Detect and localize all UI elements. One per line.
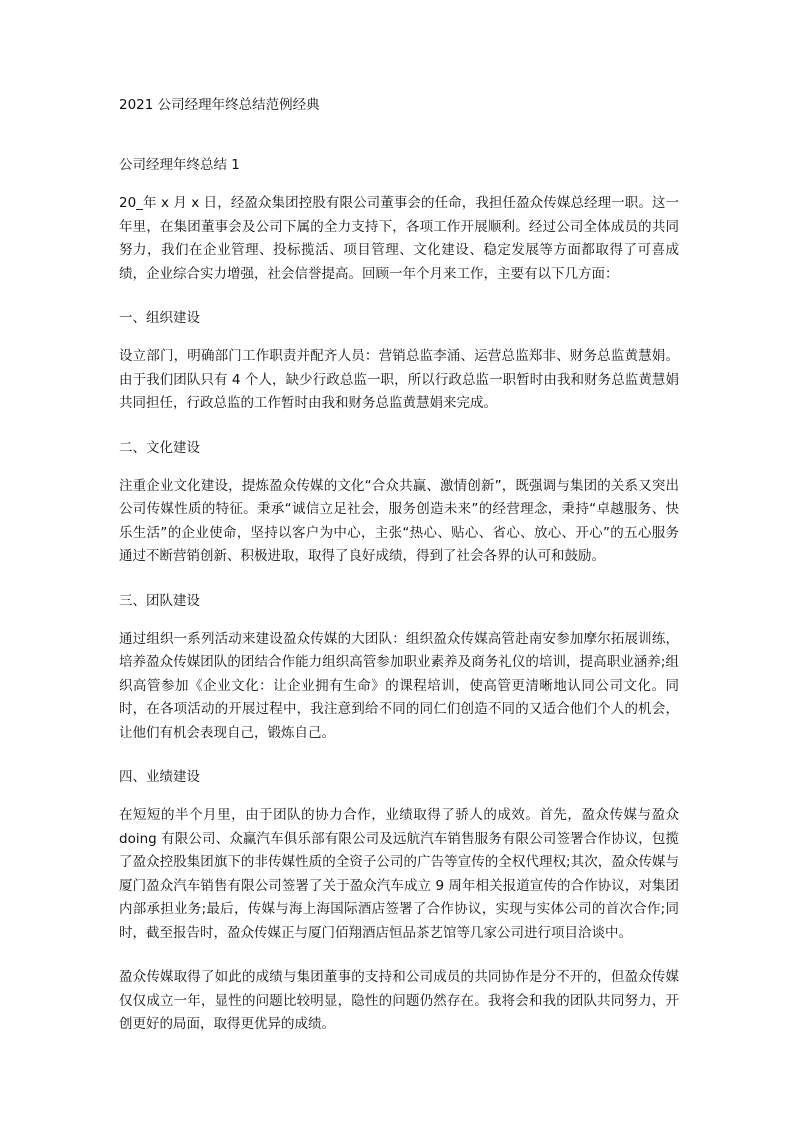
document-subtitle: 公司经理年终总结 1 bbox=[119, 157, 240, 173]
closing-paragraph: 盈众传媒取得了如此的成绩与集团董事的支持和公司成员的共同协作是分不开的，但盈众传媒仅仅成立一年，显性的问题比较明显，隐性的问题仍然存在。我将会和我的团队共同努力，开创更好的局面，取得更优异的成绩。 bbox=[119, 969, 679, 1032]
document-title: 2021 公司经理年终总结范例经典 bbox=[119, 97, 320, 113]
section-heading-performance: 四、业绩建设 bbox=[119, 769, 200, 785]
section-body-performance: 在短短的半个月里，由于团队的协力合作，业绩取得了骄人的成效。首先，盈众传媒与盈众 doing 有限公司、众赢汽车俱乐部有限公司及远航汽车销售服务有限公司签署合作协议，包揽了盈众控股集团旗下的非传媒性质的全资子公司的广告等宣传的全权代理权;其次，盈众传媒与厦门盈众汽车销售有限公司签署了关于盈众汽车成立 9 周年相关报道宣传的合作协议，对集团内部承担业务;最后，传媒与海上海国际酒店签署了合作协议，实现与实体公司的首次合作;同时，截至报告时，盈众传媒正与厦门佰翔酒店恒品茶艺馆等几家公司进行项目洽谈中。 bbox=[119, 807, 679, 941]
section-heading-culture: 二、文化建设 bbox=[119, 439, 200, 456]
document-body bbox=[119, 94, 679, 1037]
section-body-team: 通过组织一系列活动来建设盈众传媒的大团队：组织盈众传媒高管赴南安参加摩尔拓展训练，培养盈众传媒团队的团结合作能力组织高管参加职业素养及商务礼仪的培训，提高职业涵养;组织高管参加《企业文化：让企业拥有生命》的课程培训，使高管更清晰地认同公司文化。同时，在各项活动的开展过程中，我注意到给不同的同仁们创造不同的又适合他们个人的机会，让他们有机会表现自己，锻炼自己。 bbox=[119, 630, 679, 741]
section-heading-team: 三、团队建设 bbox=[119, 592, 200, 609]
section-heading-organization: 一、组织建设 bbox=[119, 310, 200, 326]
section-body-culture: 注重企业文化建设，提炼盈众传媒的文化“合众共赢、激情创新”，既强调与集团的关系又突出公司传媒性质的特征。秉承“诚信立足社会，服务创造未来”的经营理念，秉持“卓越服务、快乐生活”的企业使命，坚持以客户为中心，主张“热心、贴心、省心、放心、开心”的五心服务通过不断营销创新、积极进取，取得了良好成绩，得到了社会各界的认可和鼓励。 bbox=[119, 477, 679, 564]
intro-paragraph: 20_年 x 月 x 日，经盈众集团控股有限公司董事会的任命，我担任盈众传媒总经理一职。这一年里，在集团董事会及公司下属的全力支持下，各项工作开展顺利。经过公司全体成员的共同努力，我们在企业管理、投标揽活、项目管理、文化建设、稳定发展等方面都取得了可喜成绩，企业综合实力增强，社会信誉提高。回顾一年个月来工作，主要有以下几方面： bbox=[119, 195, 679, 282]
section-body-organization: 设立部门，明确部门工作职责并配齐人员：营销总监李涌、运营总监郑非、财务总监黄慧娟。由于我们团队只有 4 个人，缺少行政总监一职，所以行政总监一职暂时由我和财务总监黄慧娟共同担任，行政总监的工作暂时由我和财务总监黄慧娟来完成。 bbox=[119, 348, 679, 411]
